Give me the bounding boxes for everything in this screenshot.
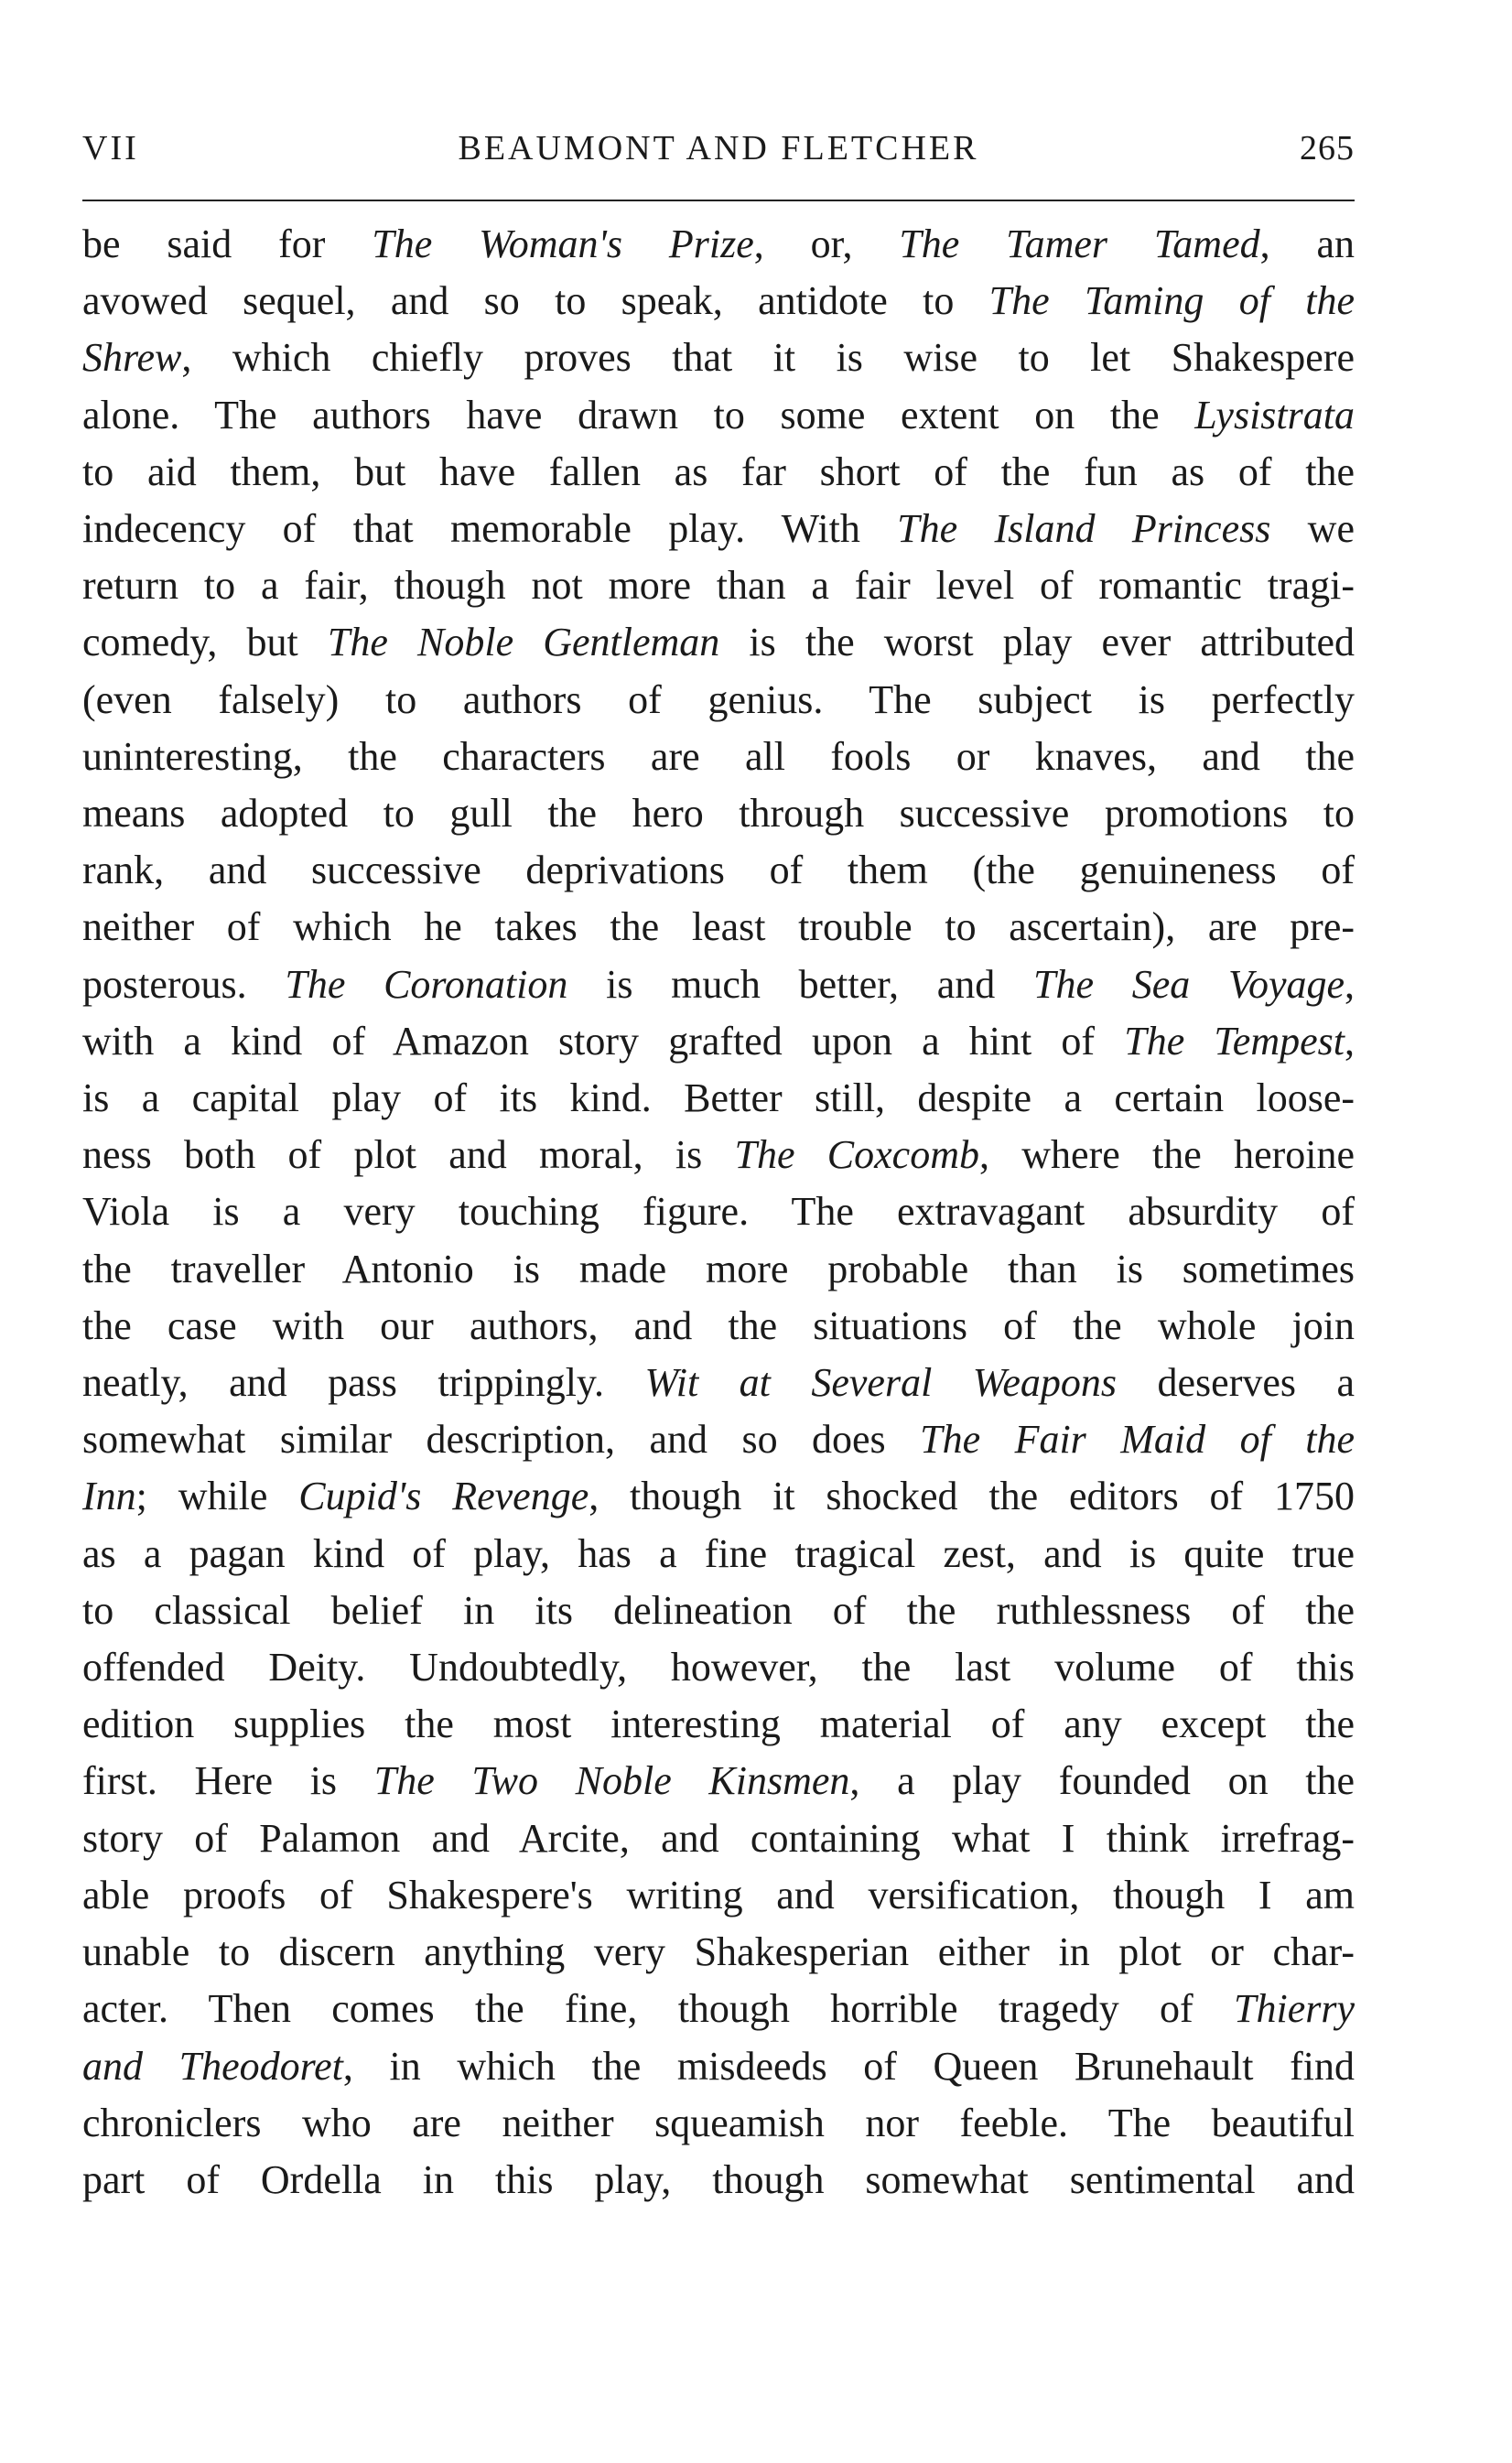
text-line (82, 1696, 1355, 1753)
italic-title: The Coronation (285, 961, 568, 1007)
text-segment: deserves a (1117, 1360, 1355, 1406)
text-line (82, 1298, 1355, 1355)
text-line (82, 1468, 1355, 1525)
header-rule (82, 200, 1355, 201)
text-segment: edition supplies the most interesting material of any except the (82, 1701, 1355, 1747)
text-segment: , (1345, 1018, 1355, 1064)
italic-title: Shrew (82, 335, 182, 381)
text-segment: somewhat similar description, and so does (82, 1417, 921, 1463)
text-line (82, 1013, 1355, 1070)
italic-title: The Tamer Tamed (899, 221, 1260, 266)
text-line (82, 1070, 1355, 1127)
running-title: BEAUMONT AND FLETCHER (458, 129, 979, 167)
text-segment: to aid them, but have fallen as far short of the fun as of the (82, 448, 1355, 494)
text-line (82, 216, 1355, 273)
text-segment: , which chiefly proves that it is wise to let Shakespere (181, 335, 1355, 381)
chapter-number: VII (82, 129, 139, 167)
text-segment: , though it shocked the editors of 1750 (589, 1474, 1355, 1519)
italic-title: and Theodoret (82, 2043, 343, 2089)
text-segment: is a capital play of its kind. Better still, despite a certain loose- (82, 1075, 1355, 1121)
text-segment: posterous. (82, 961, 286, 1007)
text-line (82, 387, 1355, 444)
italic-title: Cupid's Revenge (298, 1474, 589, 1519)
body-text (82, 216, 1355, 2209)
text-line (82, 557, 1355, 614)
book-page (82, 128, 1355, 2209)
text-segment: ; while (135, 1474, 299, 1519)
text-segment: the traveller Antonio is made more probable than is sometimes (82, 1246, 1355, 1291)
text-segment: unable to discern anything very Shakesperian either in plot or char- (82, 1929, 1355, 1975)
italic-title: The Tempest (1124, 1018, 1345, 1064)
text-segment: with a kind of Amazon story grafted upon a hint of (82, 1018, 1125, 1064)
text-segment: part of Ordella in this play, though somewhat sentimental and (82, 2156, 1355, 2202)
italic-title: The Noble Gentleman (327, 620, 720, 665)
text-segment: , (1345, 961, 1355, 1007)
text-segment: acter. Then comes the fine, though horrible tragedy of (82, 1986, 1234, 2032)
italic-title: The Taming of the (988, 278, 1355, 324)
italic-title: Thierry (1234, 1986, 1355, 2032)
text-segment: is much better, and (567, 961, 1033, 1007)
italic-title: The Island Princess (897, 506, 1271, 552)
text-segment: we (1270, 506, 1355, 552)
text-line (82, 729, 1355, 785)
text-segment: uninteresting, the characters are all fools or knaves, and the (82, 733, 1355, 779)
text-segment: able proofs of Shakespere's writing and versification, though I am (82, 1872, 1355, 1917)
text-segment: as a pagan kind of play, has a fine tragical zest, and is quite true (82, 1530, 1355, 1576)
text-segment: alone. The authors have drawn to some extent on the (82, 392, 1195, 438)
italic-title: The Two Noble Kinsmen (373, 1758, 850, 1804)
text-segment: comedy, but (82, 620, 328, 665)
text-line (82, 2038, 1355, 2095)
text-segment: be said for (82, 221, 373, 266)
text-line (82, 2152, 1355, 2209)
italic-title: The Woman's Prize (372, 221, 754, 266)
text-segment: indecency of that memorable play. With (82, 506, 898, 552)
text-line (82, 1526, 1355, 1583)
text-line (82, 842, 1355, 899)
text-line (82, 1867, 1355, 1924)
text-line (82, 1411, 1355, 1468)
text-segment: chroniclers who are neither squeamish nor feeble. The beautiful (82, 2100, 1355, 2145)
text-segment: , an (1259, 221, 1355, 266)
text-line (82, 501, 1355, 557)
text-line (82, 1924, 1355, 1981)
italic-title: The Coxcomb (734, 1132, 979, 1178)
text-segment: , where the heroine (979, 1132, 1355, 1178)
italic-title: Wit at Several Weapons (644, 1360, 1118, 1406)
text-segment: rank, and successive deprivations of them (the genuineness of (82, 848, 1355, 893)
text-line (82, 1355, 1355, 1411)
text-segment: , in which the misdeeds of Queen Brunehault find (342, 2043, 1355, 2089)
text-segment: , or, (753, 221, 900, 266)
text-segment: Viola is a very touching figure. The extravagant absurdity of (82, 1189, 1355, 1235)
italic-title: The Sea Voyage (1033, 961, 1345, 1007)
text-line (82, 2095, 1355, 2152)
italic-title: Lysistrata (1194, 392, 1355, 438)
text-segment: first. Here is (82, 1758, 374, 1804)
text-line (82, 1753, 1355, 1809)
text-segment: , a play founded on the (849, 1758, 1355, 1804)
text-segment: (even falsely) to authors of genius. The subject is perfectly (82, 676, 1355, 722)
text-line (82, 785, 1355, 842)
text-segment: to classical belief in its delineation of the ruthlessness of the (82, 1587, 1355, 1633)
text-line (82, 614, 1355, 671)
text-segment: story of Palamon and Arcite, and containing what I think irrefrag- (82, 1815, 1355, 1861)
text-segment: ness both of plot and moral, is (82, 1132, 735, 1178)
text-segment: is the worst play ever attributed (719, 620, 1355, 665)
text-line (82, 444, 1355, 501)
text-line (82, 1127, 1355, 1183)
text-segment: return to a fair, though not more than a fair level of romantic tragi- (82, 563, 1355, 609)
text-line (82, 1981, 1355, 2037)
page-number: 265 (1300, 129, 1355, 167)
text-line (82, 672, 1355, 729)
text-segment: avowed sequel, and so to speak, antidote to (82, 278, 989, 324)
text-line (82, 1241, 1355, 1298)
text-segment: neatly, and pass trippingly. (82, 1360, 645, 1406)
italic-title: The Fair Maid of the (920, 1417, 1355, 1463)
text-segment: offended Deity. Undoubtedly, however, the last volume of this (82, 1645, 1355, 1691)
text-line (82, 1810, 1355, 1867)
text-line (82, 273, 1355, 329)
text-line (82, 329, 1355, 386)
text-line (82, 899, 1355, 956)
text-line (82, 1583, 1355, 1639)
text-segment: the case with our authors, and the situations of the whole join (82, 1302, 1355, 1348)
text-segment: means adopted to gull the hero through successive promotions to (82, 791, 1355, 837)
running-head (82, 128, 1355, 192)
text-line (82, 956, 1355, 1013)
text-line (82, 1639, 1355, 1696)
italic-title: Inn (82, 1474, 136, 1519)
text-segment: neither of which he takes the least trouble to ascertain), are pre- (82, 904, 1355, 950)
text-line (82, 1183, 1355, 1240)
